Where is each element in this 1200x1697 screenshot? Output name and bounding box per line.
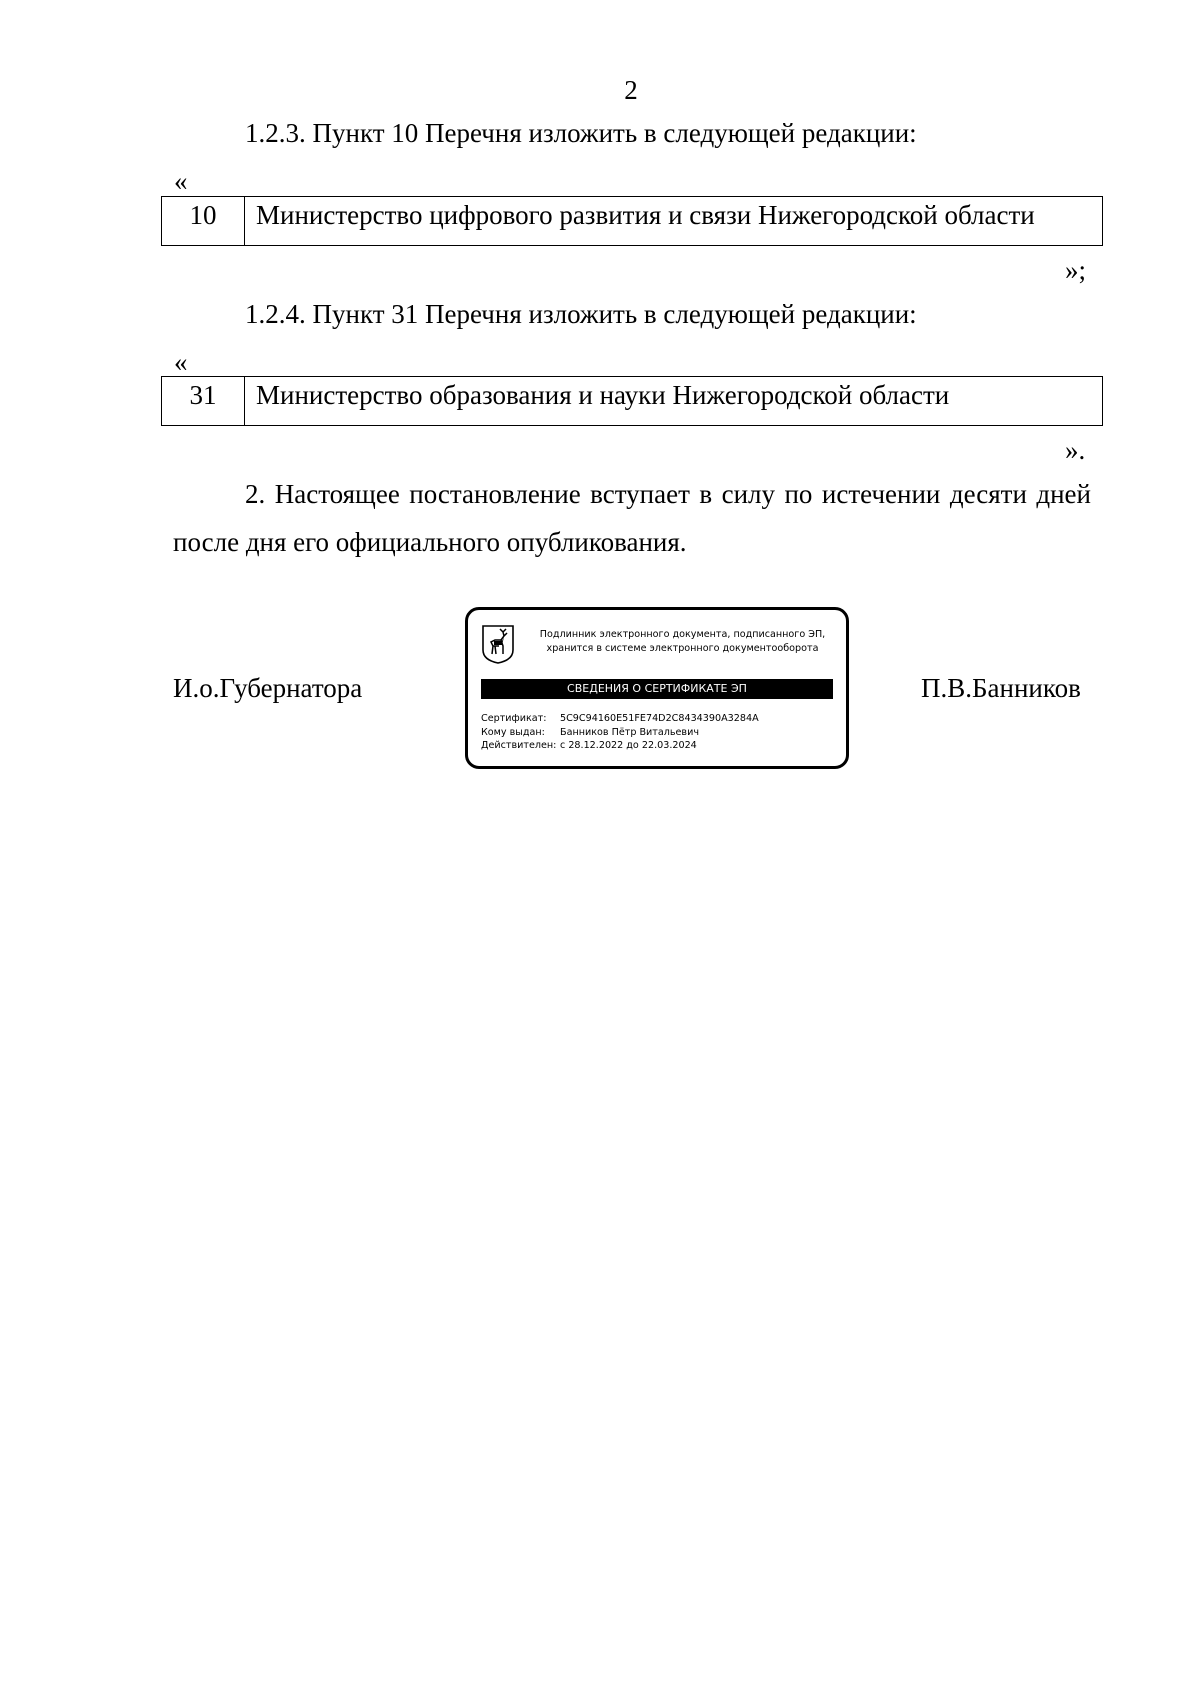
valid-value: с 28.12.2022 до 22.03.2024 — [560, 740, 697, 751]
cert-label: Сертификат: — [481, 713, 547, 724]
row-number: 10 — [162, 197, 245, 245]
deer-emblem-icon — [481, 624, 515, 664]
signature-name: П.В.Банников — [921, 673, 1081, 703]
issued-label: Кому выдан: — [481, 726, 545, 738]
stamp-header — [520, 628, 845, 656]
item-heading: 1.2.4. Пункт 31 Перечня изложить в следующей редакции: — [245, 299, 917, 329]
stamp-info — [481, 712, 759, 753]
row-text: Министерство образования и науки Нижегородской области — [256, 380, 950, 410]
cert-value: 5C9C94160E51FE74D2C8434390A3284A — [560, 713, 759, 724]
stamp-header-line: Подлинник электронного документа, подписанного ЭП, — [539, 629, 826, 640]
quote-open: « — [174, 166, 188, 196]
quote-close: ». — [1065, 435, 1086, 465]
item-table-row — [161, 196, 1103, 246]
item-table-row — [161, 376, 1103, 426]
stamp-header-line: хранится в системе электронного документооборота — [546, 643, 819, 654]
electronic-signature-stamp — [465, 607, 849, 769]
valid-label: Действителен: — [481, 740, 557, 751]
row-text: Министерство цифрового развития и связи Нижегородской области — [256, 200, 1035, 230]
signature-position: И.о.Губернатора — [173, 673, 363, 703]
stamp-title-bar: СВЕДЕНИЯ О СЕРТИФИКАТЕ ЭП — [481, 679, 833, 699]
quote-close: »; — [1065, 255, 1087, 285]
issued-value: Банников Пётр Витальевич — [560, 726, 699, 738]
item-heading: 1.2.3. Пункт 10 Перечня изложить в следующей редакции: — [245, 118, 917, 148]
page-number: 2 — [624, 75, 638, 105]
row-number: 31 — [162, 377, 245, 425]
main-paragraph: 2. Настоящее постановление вступает в силу по истечении десяти дней после дня его официального опубликования. — [173, 479, 1091, 557]
quote-open: « — [174, 347, 188, 377]
